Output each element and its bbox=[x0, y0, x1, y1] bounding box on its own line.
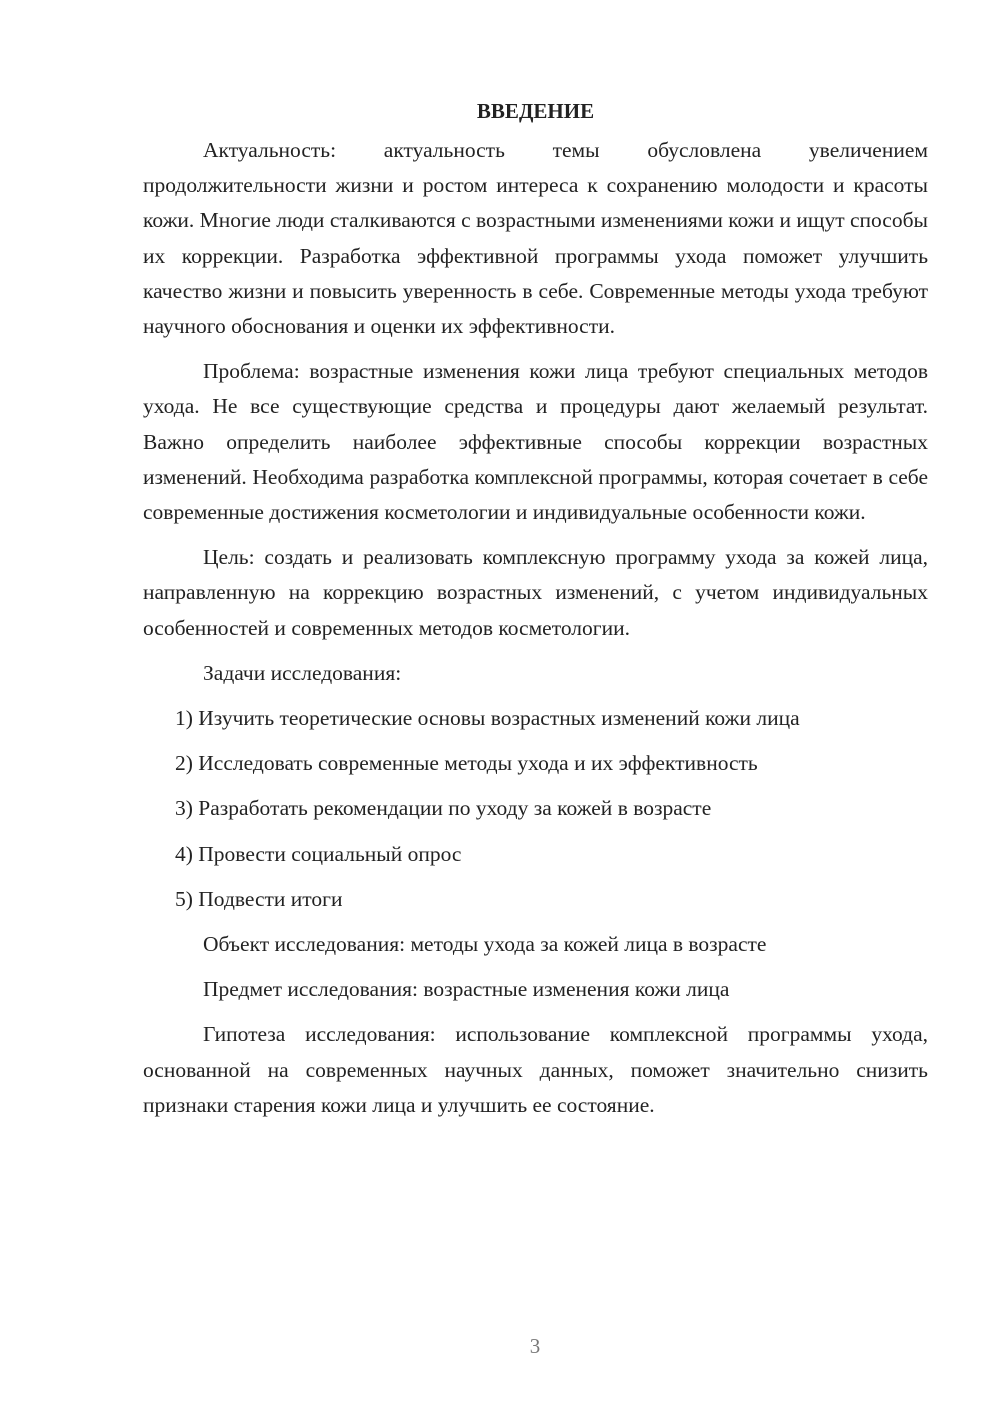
relevance-paragraph: Актуальность: актуальность темы обусловлена увеличением продолжительности жизни и ростом интереса к сохранению молодости и красоты кожи. Многие люди сталкиваются с возрастными изменениями кожи и ищут способы их коррекции. Разработка эффективной программы ухода поможет улучшить качество жизни и повысить уверенность в себе. Современные методы ухода требуют научного обоснования и оценки их эффективности. bbox=[143, 138, 928, 339]
problem-paragraph: Проблема: возрастные изменения кожи лица требуют специальных методов ухода. Не все существующие средства и процедуры дают желаемый результат. Важно определить наиболее эффективные способы коррекции возрастных изменений. Необходима разработка комплексной программы, которая сочетает в себе современные достижения косметологии и индивидуальные особенности кожи. bbox=[143, 359, 928, 525]
list-item: 3) Разработать рекомендации по уходу за кожей в возрасте bbox=[175, 796, 712, 821]
tasks-heading: Задачи исследования: bbox=[203, 660, 402, 685]
page-number: 3 bbox=[529, 1334, 541, 1358]
list-item: 4) Провести социальный опрос bbox=[175, 841, 462, 866]
hypothesis-paragraph: Гипотеза исследования: использование комплексной программы ухода, основанной на современных научных данных, поможет значительно снизить признаки старения кожи лица и улучшить ее состояние. bbox=[143, 1022, 928, 1117]
list-item: 2) Исследовать современные методы ухода и их эффективность bbox=[175, 751, 758, 776]
list-item: 5) Подвести итоги bbox=[175, 886, 343, 911]
tasks-list bbox=[143, 701, 928, 917]
subject-paragraph: Предмет исследования: возрастные изменения кожи лица bbox=[203, 977, 730, 1002]
object-paragraph: Объект исследования: методы ухода за кожей лица в возрасте bbox=[203, 932, 767, 957]
goal-paragraph: Цель: создать и реализовать комплексную программу ухода за кожей лица, направленную на коррекцию возрастных изменений, с учетом индивидуальных особенностей и современных методов косметологии. bbox=[143, 545, 928, 640]
page-title: ВВЕДЕНИЕ bbox=[476, 99, 595, 123]
list-item: 1) Изучить теоретические основы возрастных изменений кожи лица bbox=[175, 706, 800, 731]
document-page bbox=[143, 94, 928, 1133]
